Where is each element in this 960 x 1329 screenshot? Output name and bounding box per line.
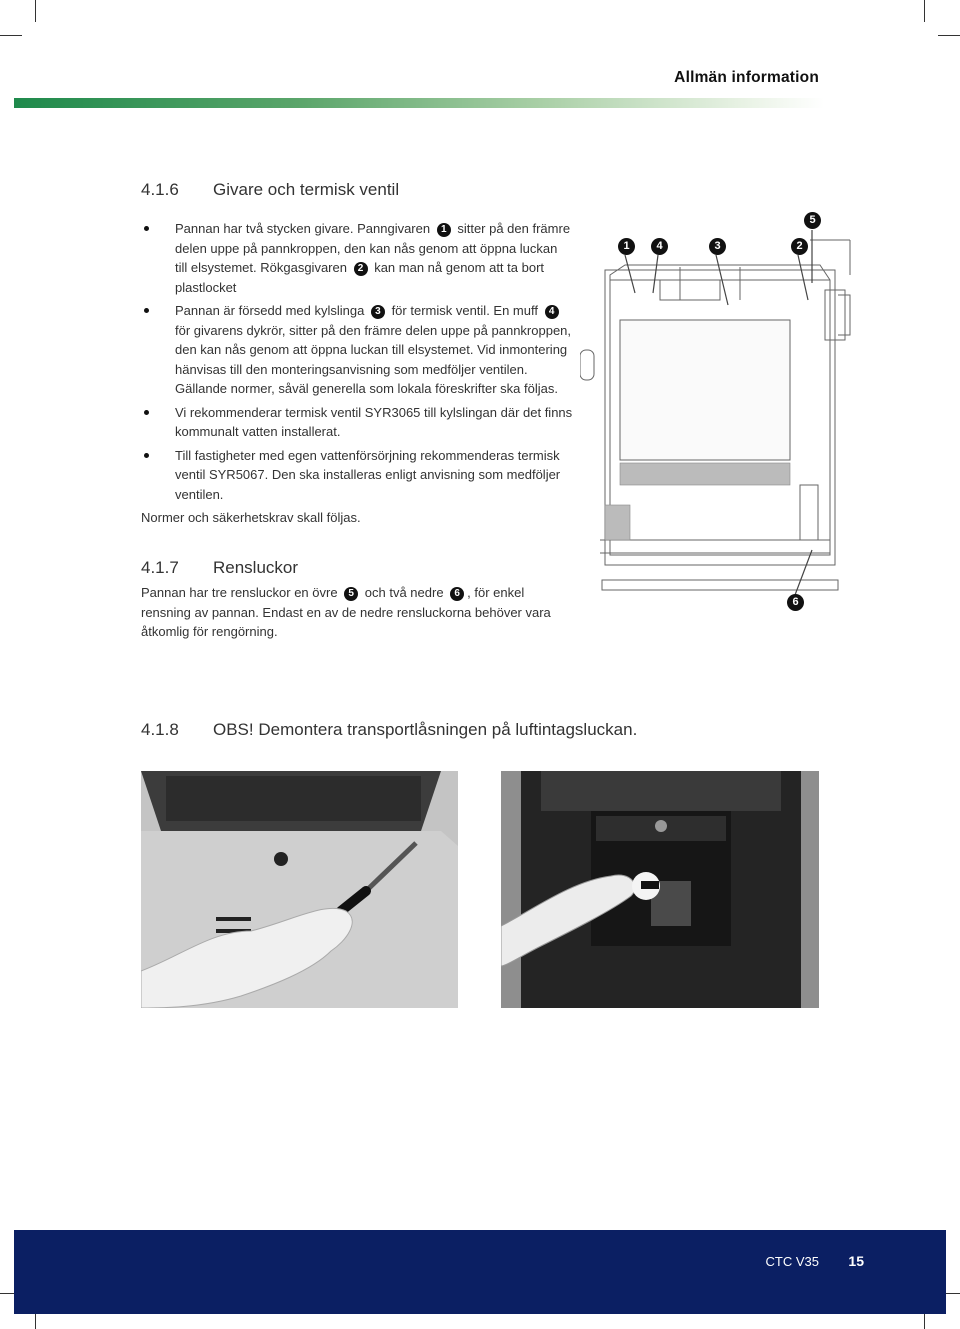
crop-mark [35, 0, 36, 22]
section-body: Pannan har tre rensluckor en övre 5 och två nedre 6 , för enkel rensning av pannan. Endast en av de nedre rensluckorna behöver vara åtkomlig för rengörning. [141, 585, 551, 639]
number-marker: 6 [450, 587, 464, 601]
diagram-label-5: 5 [804, 212, 821, 229]
photo-transport-lock-image [501, 771, 819, 1008]
section-number: 4.1.6 [141, 180, 179, 199]
section-number: 4.1.7 [141, 558, 179, 577]
crop-mark [924, 0, 925, 22]
section-title: Givare och termisk ventil [213, 180, 400, 199]
diagram-label-4: 4 [651, 238, 668, 255]
diagram-label-1: 1 [618, 238, 635, 255]
bullet-list [141, 219, 573, 504]
footer-model-name: CTC V35 [765, 1254, 819, 1269]
page-number: 15 [848, 1253, 864, 1269]
photo-transport-lock [501, 771, 819, 1008]
photo-screwdriver-image [141, 771, 458, 1008]
diagram-label-3: 3 [709, 238, 726, 255]
number-marker: 3 [371, 305, 385, 319]
number-marker: 2 [354, 262, 368, 276]
boiler-drawing [580, 205, 870, 625]
photo-screwdriver [141, 771, 458, 1008]
list-item: Vi rekommenderar termisk ventil SYR3065 till kylslingan där det finns kommunalt vatten installerat. [141, 403, 573, 442]
list-item: Pannan har två stycken givare. Panngivaren 1 sitter på den främre delen uppe på pannkroppen, den kan nås genom att öppna luckan till elsystemet. Rökgasgivaren 2 kan man nå genom att ta bort plastlocket [141, 219, 573, 297]
crop-mark [938, 35, 960, 36]
crop-mark [0, 35, 22, 36]
number-marker: 4 [545, 305, 559, 319]
section-title: Rensluckor [213, 558, 299, 577]
diagram-label-2: 2 [791, 238, 808, 255]
boiler-diagram [580, 205, 870, 625]
list-item: Till fastigheter med egen vattenförsörjning rekommenderas termisk ventil SYR5067. Den ska installeras enligt anvisning som medföljer ventilen. [141, 446, 573, 505]
section-heading [141, 558, 298, 578]
section-title: OBS! Demontera transportlåsningen på luftintagsluckan. [213, 720, 638, 739]
page-header-title: Allmän information [674, 69, 819, 86]
section-body [141, 219, 573, 528]
list-item: Pannan är försedd med kylslinga 3 för termisk ventil. En muff 4 för givarens dykrör, sitter på den främre delen uppe på pannkroppen, den kan nås genom att öppna luckan till elsystemet. Vid inmontering hänvisas till den monteringsanvisning som medföljer ventilen. Gällande normer, såväl generella som lokala föreskrifter ska följas. [141, 301, 573, 399]
number-marker: 1 [437, 223, 451, 237]
note-text: Normer och säkerhetskrav skall följas. [141, 510, 361, 525]
section-number: 4.1.8 [141, 720, 179, 739]
section-heading [141, 180, 399, 200]
section-heading [141, 720, 637, 740]
page-footer-bar [14, 1230, 946, 1314]
diagram-label-6: 6 [787, 594, 804, 611]
number-marker: 5 [344, 587, 358, 601]
header-gradient-bar [14, 98, 824, 108]
